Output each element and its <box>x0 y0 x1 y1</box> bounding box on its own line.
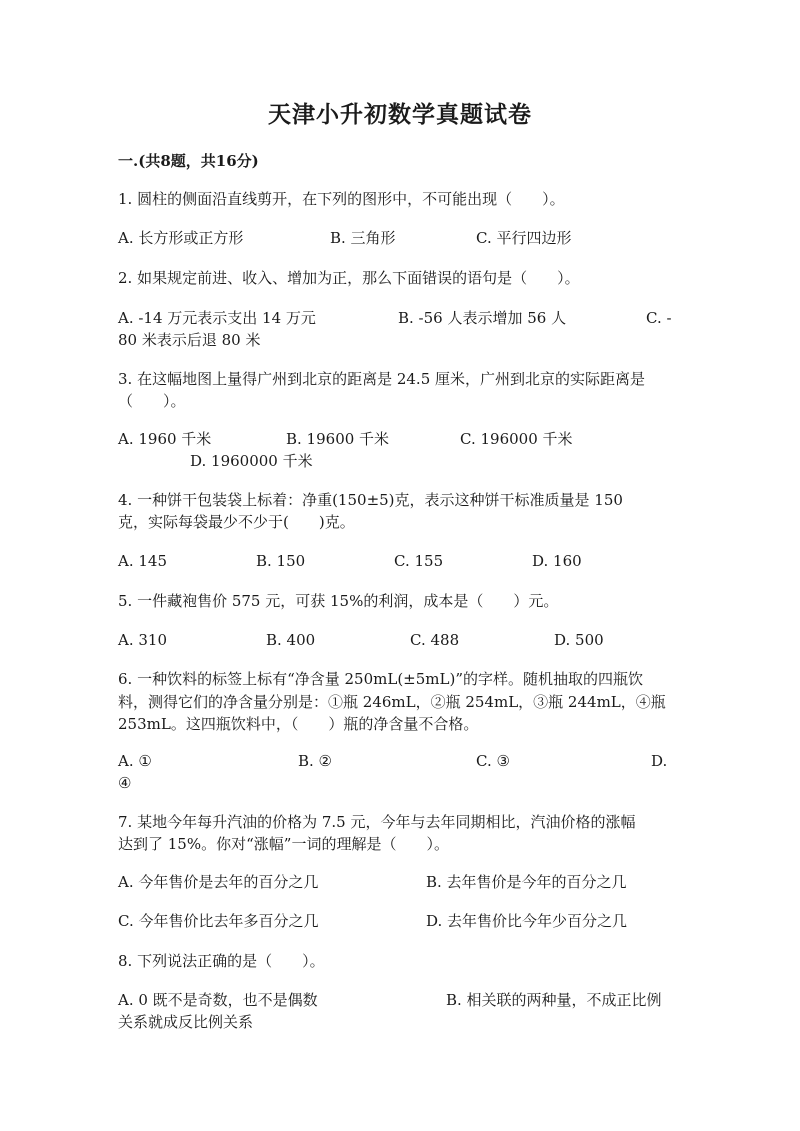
q2-option-a[interactable]: A. -14 万元表示支出 14 万元 <box>118 309 316 327</box>
q7-option-b[interactable]: B. 去年售价是今年的百分之几 <box>426 873 627 891</box>
question-6-line-2: 料，测得它们的净含量分别是：①瓶 246mL，②瓶 254mL，③瓶 244mL，④瓶 <box>118 693 666 711</box>
question-1: 1. 圆柱的侧面沿直线剪开，在下列的图形中，不可能出现（ ）。 <box>118 190 565 208</box>
q4-option-d[interactable]: D. 160 <box>532 552 582 570</box>
q3-option-a[interactable]: A. 1960 千米 <box>118 430 212 448</box>
q2-option-b[interactable]: B. -56 人表示增加 56 人 <box>398 309 567 327</box>
q8-option-b-continued: 关系就成反比例关系 <box>118 1013 254 1031</box>
q5-option-c[interactable]: C. 488 <box>410 631 460 649</box>
q8-option-a[interactable]: A. 0 既不是奇数，也不是偶数 <box>118 991 318 1009</box>
page-title: 天津小升初数学真题试卷 <box>268 101 532 128</box>
question-8: 8. 下列说法正确的是（ ）。 <box>118 952 325 970</box>
q4-option-a[interactable]: A. 145 <box>118 552 167 570</box>
q4-option-c[interactable]: C. 155 <box>394 552 444 570</box>
question-3-line-1: 3. 在这幅地图上量得广州到北京的距离是 24.5 厘米，广州到北京的实际距离是 <box>118 370 646 388</box>
q7-option-d[interactable]: D. 去年售价比今年少百分之几 <box>426 912 628 930</box>
question-6-line-3: 253mL。这四瓶饮料中，（ ）瓶的净含量不合格。 <box>118 715 479 733</box>
q3-option-b[interactable]: B. 19600 千米 <box>286 430 390 448</box>
q1-option-c[interactable]: C. 平行四边形 <box>476 229 572 247</box>
section-heading: 一.(共8题，共16分) <box>118 152 259 170</box>
q5-option-a[interactable]: A. 310 <box>118 631 167 649</box>
q1-option-b[interactable]: B. 三角形 <box>330 229 396 247</box>
q7-option-a[interactable]: A. 今年售价是去年的百分之几 <box>118 873 319 891</box>
question-4-line-1: 4. 一种饼干包装袋上标着：净重(150±5)克，表示这种饼干标准质量是 150 <box>118 491 623 509</box>
q6-option-b[interactable]: B. ② <box>298 752 333 770</box>
q3-option-c[interactable]: C. 196000 千米 <box>460 430 573 448</box>
question-7-line-1: 7. 某地今年每升汽油的价格为 7.5 元，今年与去年同期相比，汽油价格的涨幅 <box>118 813 636 831</box>
q5-option-b[interactable]: B. 400 <box>266 631 316 649</box>
q6-option-a[interactable]: A. ① <box>118 752 152 770</box>
q1-option-a[interactable]: A. 长方形或正方形 <box>118 229 244 247</box>
q5-option-d[interactable]: D. 500 <box>554 631 604 649</box>
question-6-line-1: 6. 一种饮料的标签上标有“净含量 250mL(±5mL)”的字样。随机抽取的四瓶饮 <box>118 670 644 688</box>
q6-option-d[interactable]: D. <box>651 752 668 770</box>
q3-option-d[interactable]: D. 1960000 千米 <box>190 452 313 470</box>
q6-option-c[interactable]: C. ③ <box>476 752 510 770</box>
q2-option-c[interactable]: C. - <box>646 309 672 327</box>
question-3-line-2: （ ）。 <box>118 392 186 410</box>
question-2: 2. 如果规定前进、收入、增加为正，那么下面错误的语句是（ ）。 <box>118 269 580 287</box>
question-7-line-2: 达到了 15%。你对“涨幅”一词的理解是（ ）。 <box>118 835 449 853</box>
q7-option-c[interactable]: C. 今年售价比去年多百分之几 <box>118 912 319 930</box>
question-5: 5. 一件藏袍售价 575 元，可获 15%的利润，成本是（ ）元。 <box>118 592 559 610</box>
q4-option-b[interactable]: B. 150 <box>256 552 306 570</box>
question-4-line-2: 克，实际每袋最少不少于( )克。 <box>118 513 355 531</box>
q8-option-b[interactable]: B. 相关联的两种量，不成正比例 <box>446 991 662 1009</box>
q6-option-d-continued: ④ <box>118 774 132 792</box>
q2-option-c-continued: 80 米表示后退 80 米 <box>118 331 261 349</box>
